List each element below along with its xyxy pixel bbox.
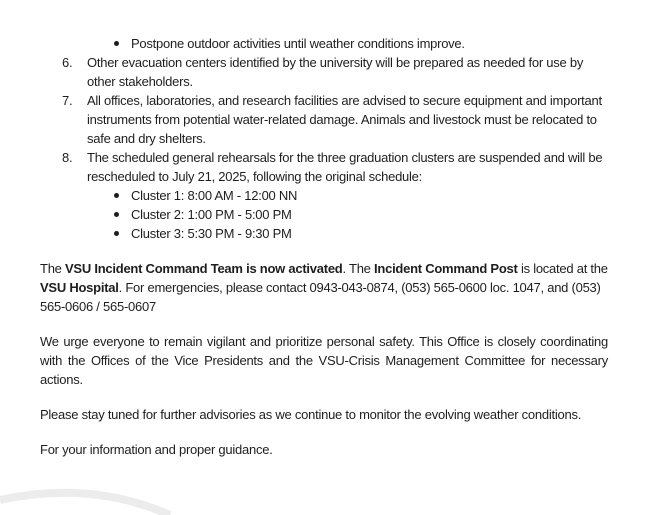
text-run: is located at the xyxy=(517,261,608,276)
closing-paragraph: For your information and proper guidance. xyxy=(40,442,273,457)
text-run: . The xyxy=(342,261,375,276)
bold-text-run: VSU Incident Command Team is now activated xyxy=(65,261,343,276)
text-run: The xyxy=(40,261,66,276)
advisory-document xyxy=(40,34,608,459)
list-item-7 xyxy=(40,91,608,148)
cluster-item: Cluster 3: 5:30 PM - 9:30 PM xyxy=(40,224,608,243)
top-bullet-list xyxy=(40,34,608,53)
urge-paragraph: We urge everyone to remain vigilant and prioritize personal safety. This Office is closely coordinating with the Offices of the Vice Presidents and the VSU-Crisis Management Committee for necessary actions. xyxy=(40,334,608,387)
cluster-schedule-list xyxy=(40,186,608,243)
text-run: . For emergencies, please contact 0943-043-0874, (053) 565-0600 loc. 1047, and (053) 565-0606 / 565-0607 xyxy=(40,280,601,314)
item-text: All offices, laboratories, and research facilities are advised to secure equipment and important instruments from potential water-related damage. Animals and livestock must be relocated to safe and dry shelters. xyxy=(87,93,602,146)
cluster-item: Cluster 2: 1:00 PM - 5:00 PM xyxy=(40,205,608,224)
item-text: Other evacuation centers identified by the university will be prepared as needed for use by other stakeholders. xyxy=(87,55,584,89)
item-text: The scheduled general rehearsals for the three graduation clusters are suspended and will be rescheduled to July 21, 2025, following the original schedule: xyxy=(87,150,603,184)
stay-tuned-paragraph: Please stay tuned for further advisories as we continue to monitor the evolving weather conditions. xyxy=(40,407,582,422)
incident-command-paragraph xyxy=(40,259,608,316)
cluster-item: Cluster 1: 8:00 AM - 12:00 NN xyxy=(40,186,608,205)
list-item-6 xyxy=(40,53,608,91)
item-number: 8. xyxy=(62,150,73,165)
bold-text-run: Incident Command Post xyxy=(374,261,518,276)
bullet-item: Postpone outdoor activities until weather conditions improve. xyxy=(40,34,608,53)
item-number: 6. xyxy=(62,55,73,70)
list-item-8 xyxy=(40,148,608,186)
decorative-arc xyxy=(0,470,655,515)
numbered-list xyxy=(40,53,608,186)
bold-text-run: VSU Hospital xyxy=(40,280,119,295)
item-number: 7. xyxy=(62,93,73,108)
